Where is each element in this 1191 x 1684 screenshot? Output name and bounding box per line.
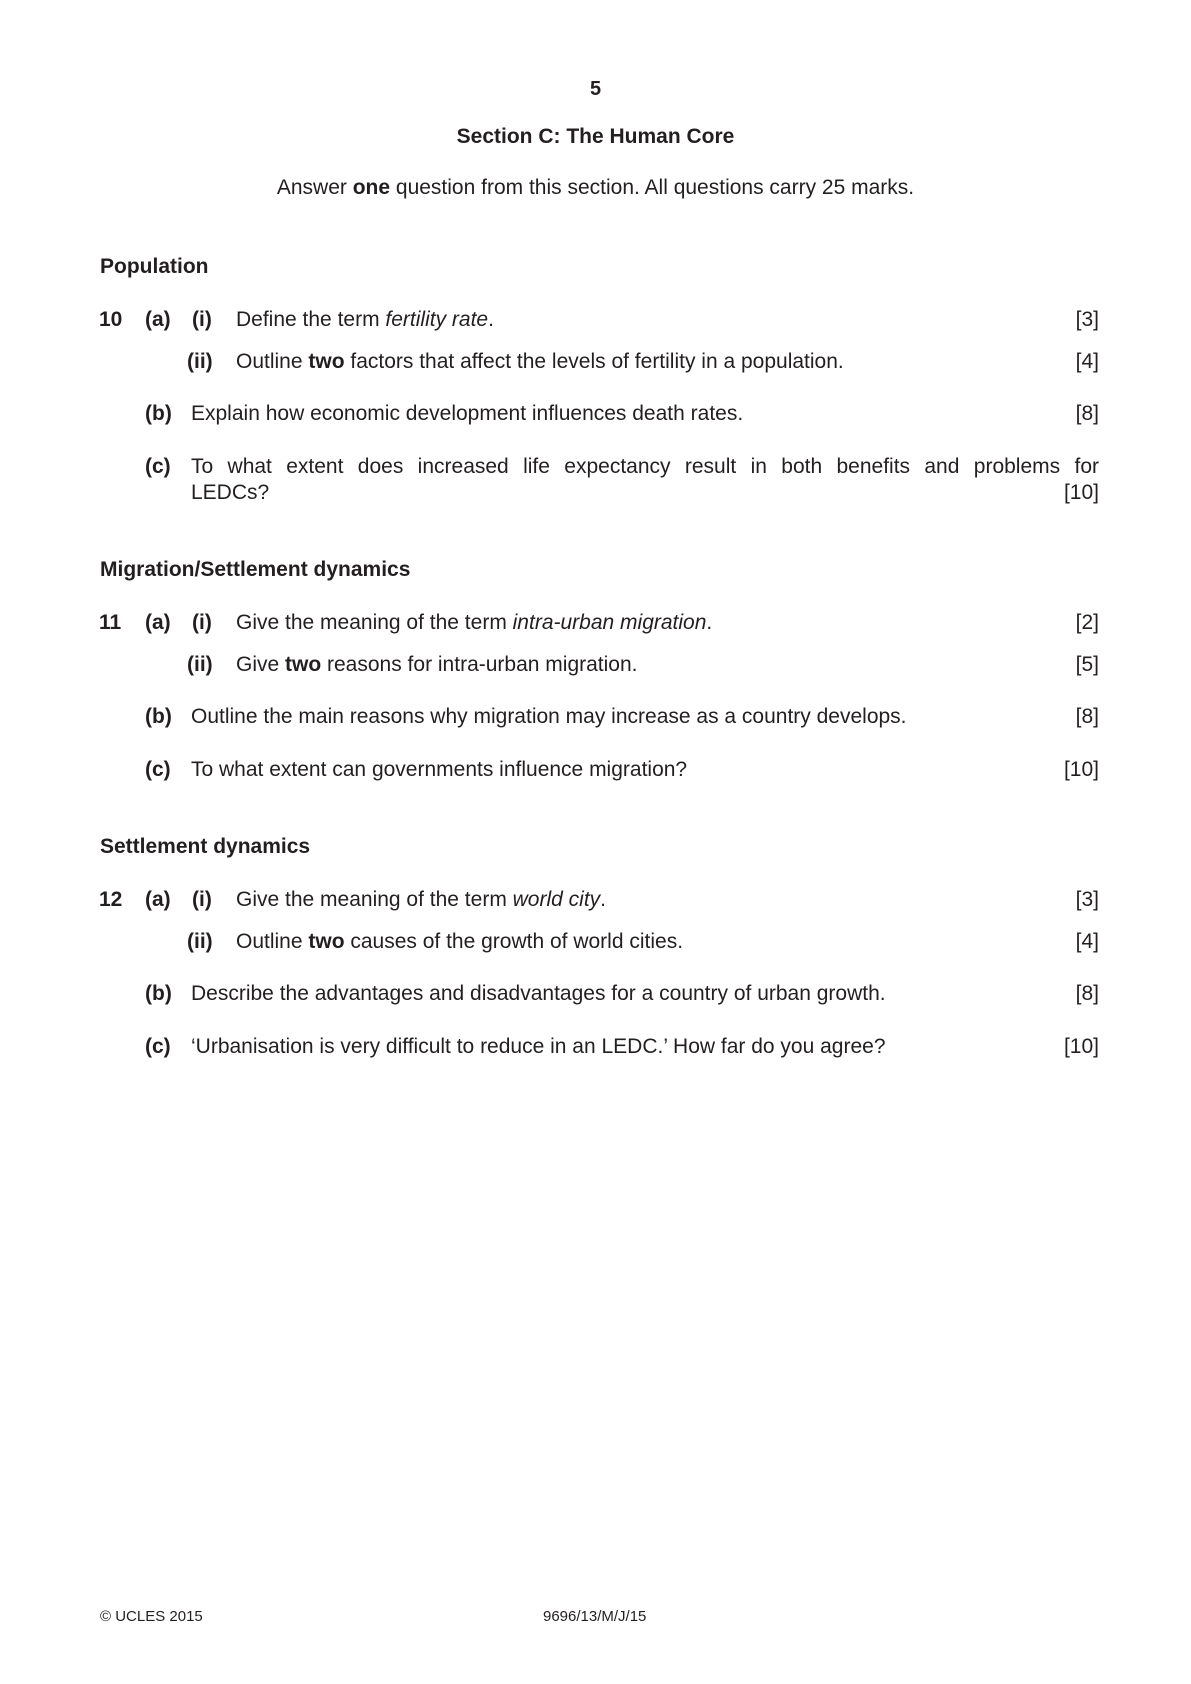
text: causes of the growth of world cities. bbox=[344, 930, 684, 953]
mark: [2] bbox=[1075, 611, 1099, 634]
instruction-bold: one bbox=[352, 176, 391, 199]
question-text bbox=[236, 930, 683, 954]
question-text: Describe the advantages and disadvantages for a country of urban growth. bbox=[191, 982, 886, 1005]
question-text: To what extent can governments influence migration? bbox=[191, 758, 688, 781]
mark: [3] bbox=[1075, 888, 1099, 911]
text: . bbox=[488, 308, 494, 331]
emphasis: two bbox=[308, 350, 345, 373]
subpart-label: (i) bbox=[192, 308, 212, 331]
topic-heading-migration: Migration/Settlement dynamics bbox=[100, 558, 411, 581]
question-text: To what extent does increased life expectancy result in both benefits and problems for bbox=[191, 455, 1099, 478]
topic-heading-population: Population bbox=[100, 255, 209, 278]
text: Give the meaning of the term bbox=[236, 888, 513, 911]
part-label: (a) bbox=[145, 611, 171, 634]
part-label: (b) bbox=[145, 982, 172, 1005]
subpart-label: (i) bbox=[192, 611, 212, 634]
section-title: Section C: The Human Core bbox=[456, 125, 735, 148]
subpart-label: (ii) bbox=[187, 350, 213, 373]
question-text: Outline the main reasons why migration may increase as a country develops. bbox=[191, 705, 907, 728]
question-text bbox=[236, 350, 844, 374]
question-text-continued: LEDCs? bbox=[191, 481, 270, 504]
mark: [8] bbox=[1075, 705, 1099, 728]
mark: [10] bbox=[1063, 758, 1099, 781]
emphasis: two bbox=[308, 930, 345, 953]
part-label: (b) bbox=[145, 402, 172, 425]
question-text: ‘Urbanisation is very difficult to reduce in an LEDC.’ How far do you agree? bbox=[191, 1035, 886, 1058]
subpart-label: (i) bbox=[192, 888, 212, 911]
instruction-prefix: Answer bbox=[276, 176, 353, 199]
term: intra-urban migration bbox=[512, 611, 707, 634]
topic-heading-settlement: Settlement dynamics bbox=[100, 835, 311, 858]
question-number: 11 bbox=[99, 611, 122, 634]
mark: [4] bbox=[1075, 350, 1099, 373]
question-text bbox=[236, 888, 606, 912]
footer-copyright: © UCLES 2015 bbox=[100, 1608, 203, 1625]
question-text: Explain how economic development influences death rates. bbox=[191, 402, 744, 425]
text: factors that affect the levels of fertility in a population. bbox=[344, 350, 844, 373]
subpart-label: (ii) bbox=[187, 930, 213, 953]
instruction-suffix: question from this section. All questions carry 25 marks. bbox=[390, 176, 915, 199]
mark: [3] bbox=[1075, 308, 1099, 331]
text: reasons for intra-urban migration. bbox=[321, 653, 638, 676]
mark: [5] bbox=[1075, 653, 1099, 676]
mark: [8] bbox=[1075, 982, 1099, 1005]
question-number: 12 bbox=[99, 888, 123, 911]
part-label: (a) bbox=[145, 308, 171, 331]
question-text bbox=[236, 308, 494, 332]
part-label: (c) bbox=[145, 455, 171, 478]
page-number: 5 bbox=[589, 78, 602, 100]
term: world city bbox=[512, 888, 601, 911]
mark: [10] bbox=[1063, 1035, 1099, 1058]
part-label: (c) bbox=[145, 758, 171, 781]
question-text bbox=[236, 611, 712, 635]
mark: [8] bbox=[1075, 402, 1099, 425]
footer-code: 9696/13/M/J/15 bbox=[543, 1608, 647, 1625]
emphasis: two bbox=[285, 653, 322, 676]
subpart-label: (ii) bbox=[187, 653, 213, 676]
part-label: (c) bbox=[145, 1035, 171, 1058]
text: . bbox=[600, 888, 607, 911]
mark: [10] bbox=[1063, 481, 1099, 504]
text: Outline bbox=[236, 930, 309, 953]
instruction bbox=[0, 176, 1191, 200]
text: Define the term bbox=[236, 308, 386, 331]
text: Give bbox=[236, 653, 286, 676]
text: . bbox=[706, 611, 713, 634]
text: Give the meaning of the term bbox=[236, 611, 513, 634]
text: Outline bbox=[236, 350, 309, 373]
part-label: (a) bbox=[145, 888, 171, 911]
mark: [4] bbox=[1075, 930, 1099, 953]
term: fertility rate bbox=[385, 308, 489, 331]
question-text bbox=[236, 653, 637, 677]
question-number: 10 bbox=[99, 308, 123, 331]
part-label: (b) bbox=[145, 705, 172, 728]
